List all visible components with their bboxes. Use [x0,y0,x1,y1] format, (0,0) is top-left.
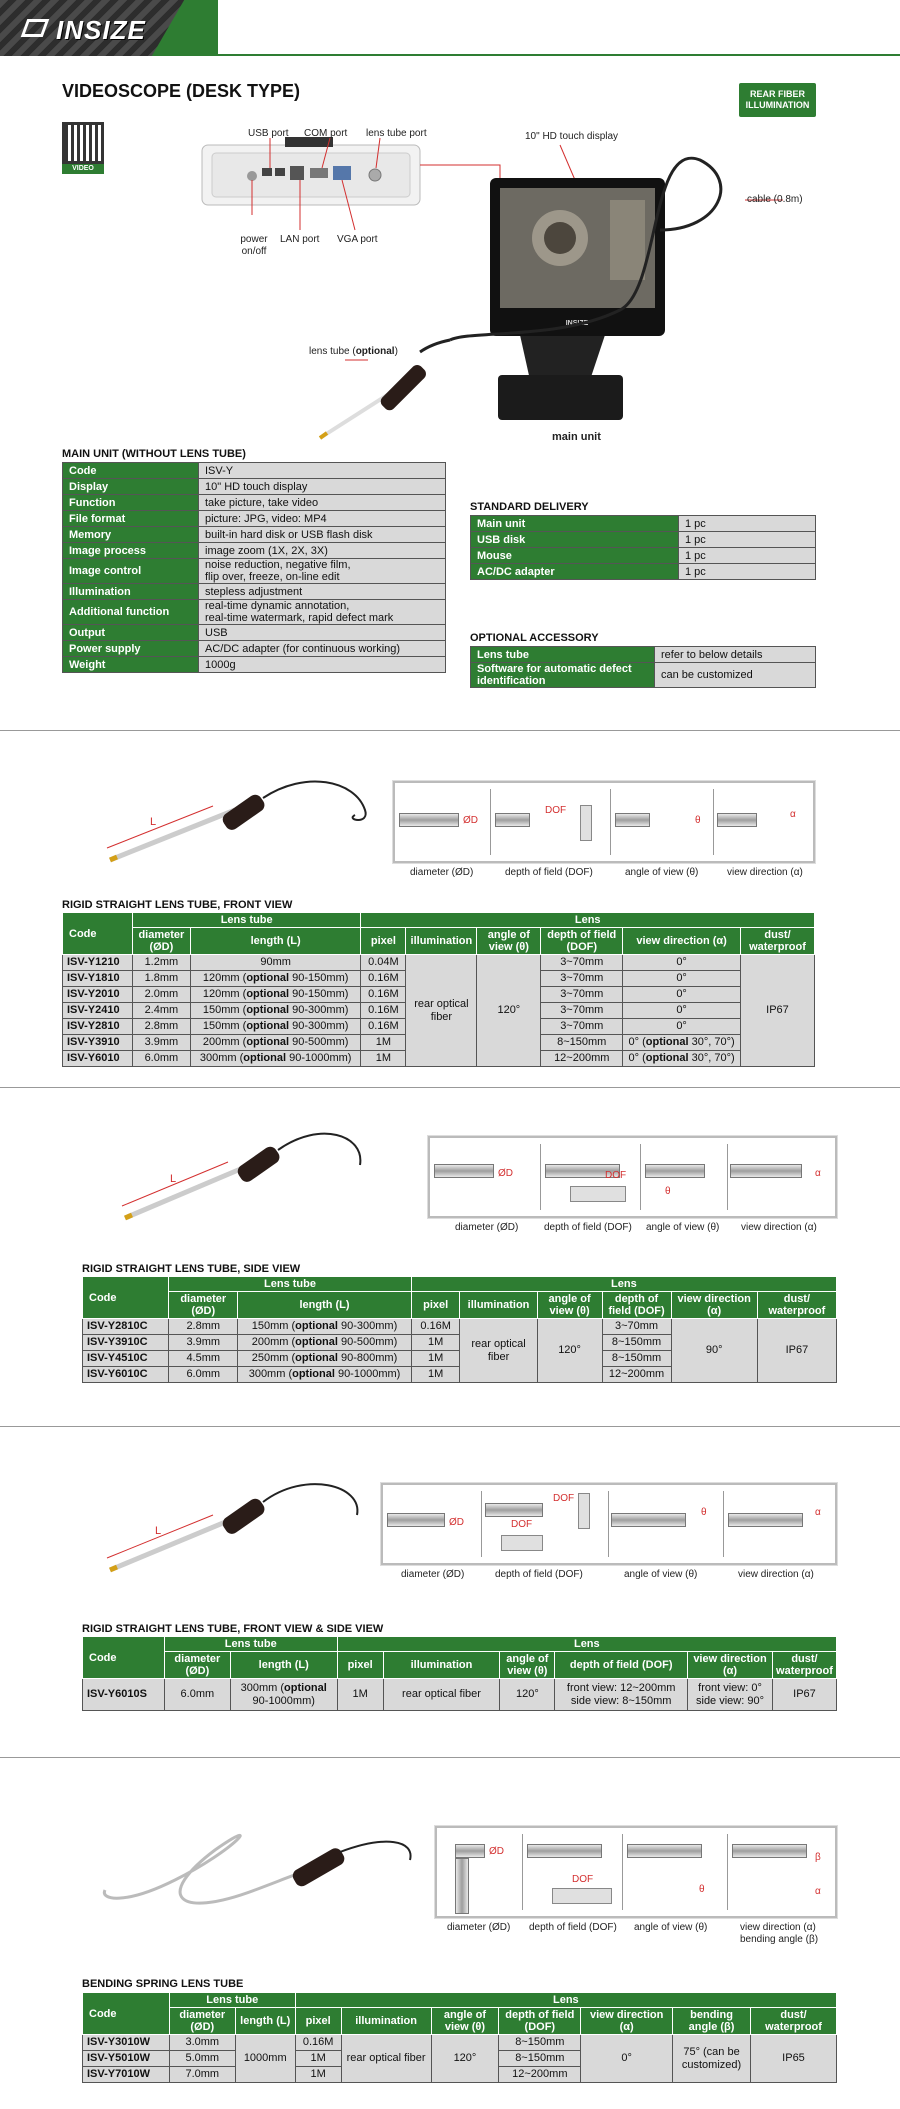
table-row [83,1679,837,1711]
table-cell: 1000g [199,657,446,673]
table-row [83,2035,837,2051]
table-cell: 10" HD touch display [199,479,446,495]
lens-tube-optional-label: lens tube (optional) [309,346,398,357]
table-row [63,559,446,584]
table-cell: Function [63,495,199,511]
table-row [63,527,446,543]
page-title: VIDEOSCOPE (DESK TYPE) [62,81,301,101]
table-cell: 150mm (optional 90-300mm) [190,1003,361,1019]
bending-table [82,1992,837,2083]
table-row [63,625,446,641]
monitor-logo: INSIZE [565,320,589,327]
col-illumination: illumination [460,1292,537,1319]
bending-tube-image [95,1810,425,1920]
table-cell: 0° [623,955,741,971]
col-diameter: diameter (ØD) [164,1652,230,1679]
table-cell: ISV-Y4510C [83,1351,169,1367]
table-cell: 8~150mm [499,2051,581,2067]
table-cell: 0.16M [361,971,406,987]
table-cell: 300mm (optional 90-1000mm) [230,1679,337,1711]
table-row [471,532,816,548]
table-row [63,641,446,657]
table-cell: ISV-Y3910 [63,1035,133,1051]
table-cell: Main unit [471,516,679,532]
table-cell: 0.16M [361,1003,406,1019]
length-symbol: L [155,1525,162,1537]
table-cell: 12~200mm [499,2067,581,2083]
diameter-caption: diameter (ØD) [447,1922,511,1933]
table-cell: 150mm (optional 90-300mm) [190,1019,361,1035]
table-cell: image zoom (1X, 2X, 3X) [199,543,446,559]
length-symbol: L [170,1173,177,1185]
col-length: length (L) [238,1292,412,1319]
main-unit-table [62,462,446,673]
table-cell: 6.0mm [132,1051,190,1067]
col-angle: angle of view (θ) [500,1652,555,1679]
table-cell: Code [63,463,199,479]
rear-panel-image [202,137,420,205]
lan-port-label: LAN port [280,234,320,245]
col-angle: angle of view (θ) [431,2008,499,2035]
dof-caption: depth of field (DOF) [544,1222,632,1233]
table-cell: 0° [581,2035,673,2083]
table-cell: ISV-Y6010 [63,1051,133,1067]
angle-caption: angle of view (θ) [625,867,699,878]
dof-caption: depth of field (DOF) [505,867,593,878]
od-symbol: ØD [463,815,478,826]
table-cell: refer to below details [655,647,816,663]
col-lens: Lens [337,1637,836,1652]
front-side-diagram-strip [381,1483,837,1565]
table-cell: rear optical fiber [460,1319,537,1383]
table-cell: ISV-Y2810C [83,1319,169,1335]
bending-title: BENDING SPRING LENS TUBE [82,1978,244,1990]
angle-caption: angle of view (θ) [646,1222,720,1233]
table-row [63,479,446,495]
col-lens-tube: Lens tube [132,913,361,928]
section-divider [0,730,900,731]
col-angle: angle of view (θ) [537,1292,602,1319]
col-direction: view direction (α) [688,1652,773,1679]
lens-tube-port-label: lens tube port [366,128,427,139]
table-row [63,600,446,625]
col-direction: view direction (α) [581,2008,673,2035]
brand-logo: INSIZE [56,15,146,45]
table-cell: ISV-Y [199,463,446,479]
alpha-symbol: α [815,1507,821,1518]
table-cell: 4.5mm [169,1351,238,1367]
table-row [63,495,446,511]
dof-symbol: DOF [553,1493,575,1504]
col-dof: depth of field (DOF) [541,928,623,955]
col-dof: depth of field (DOF) [602,1292,671,1319]
table-cell: 3~70mm [541,987,623,1003]
alpha-symbol: α [815,1886,821,1897]
table-cell: 0.04M [361,955,406,971]
direction-caption: view direction (α) [740,1922,816,1933]
table-cell: 3~70mm [541,955,623,971]
col-code: Code [83,1993,170,2035]
main-unit-label: main unit [552,431,601,443]
angle-caption: angle of view (θ) [624,1569,698,1580]
illumination-badge: REAR FIBER ILLUMINATION [739,83,816,117]
table-cell: 0.16M [411,1319,460,1335]
table-cell: Weight [63,657,199,673]
table-cell: 8~150mm [541,1035,623,1051]
table-cell: 300mm (optional 90-1000mm) [238,1367,412,1383]
table-cell: 3.9mm [132,1035,190,1051]
table-cell: 0° [623,1019,741,1035]
table-cell: 0° [623,987,741,1003]
table-cell: ISV-Y3010W [83,2035,170,2051]
table-cell: 2.8mm [169,1319,238,1335]
table-cell: 120° [431,2035,499,2083]
table-cell: rear optical fiber [383,1679,500,1711]
table-cell: 1 pc [679,532,816,548]
table-cell: 3.9mm [169,1335,238,1351]
table-row [63,955,815,971]
table-cell: 200mm (optional 90-500mm) [190,1035,361,1051]
section-divider [0,1087,900,1088]
table-cell: 120mm (optional 90-150mm) [190,987,361,1003]
theta-symbol: θ [701,1507,707,1518]
table-cell: ISV-Y1810 [63,971,133,987]
dof-symbol: DOF [511,1519,533,1530]
table-cell: 75° (can be customized) [673,2035,751,2083]
cable-label: cable (0.8m) [747,194,803,205]
side-view-title: RIGID STRAIGHT LENS TUBE, SIDE VIEW [82,1263,301,1275]
table-cell: real-time dynamic annotation, real-time watermark, rapid defect mark [199,600,446,625]
monitor-image [490,178,665,420]
table-cell: 1M [411,1367,460,1383]
table-cell: take picture, take video [199,495,446,511]
col-diameter: diameter (ØD) [132,928,190,955]
table-cell: 1M [361,1051,406,1067]
col-lens: Lens [411,1277,836,1292]
col-pixel: pixel [337,1652,383,1679]
table-cell: File format [63,511,199,527]
table-cell: Lens tube [471,647,655,663]
front-view-tube-image [95,770,375,870]
table-cell: 3.0mm [169,2035,235,2051]
table-row [83,1319,837,1335]
table-cell: 0.16M [361,1019,406,1035]
table-cell: ISV-Y7010W [83,2067,170,2083]
col-dust: dust/ waterproof [772,1652,836,1679]
table-cell: 90mm [190,955,361,971]
table-cell: 5.0mm [169,2051,235,2067]
table-cell: 1M [337,1679,383,1711]
table-cell: 120° [500,1679,555,1711]
table-row [63,543,446,559]
table-cell: IP65 [751,2035,837,2083]
header-bar [0,0,900,56]
col-lens-tube: Lens tube [169,1993,295,2008]
col-code: Code [83,1277,169,1319]
col-dust: dust/ waterproof [740,928,814,955]
table-cell: stepless adjustment [199,584,446,600]
table-cell: IP67 [772,1679,836,1711]
col-length: length (L) [235,2008,295,2035]
table-cell: built-in hard disk or USB flash disk [199,527,446,543]
table-cell: 2.4mm [132,1003,190,1019]
table-cell: 3~70mm [541,1003,623,1019]
table-cell: 0.16M [295,2035,341,2051]
col-angle: angle of view (θ) [477,928,541,955]
table-cell: 1M [295,2067,341,2083]
col-lens: Lens [295,1993,836,2008]
standard-delivery-table [470,515,816,580]
table-cell: 1M [411,1335,460,1351]
col-illumination: illumination [383,1652,500,1679]
standard-delivery-title: STANDARD DELIVERY [470,501,589,513]
table-cell: 0.16M [361,987,406,1003]
diameter-caption: diameter (ØD) [401,1569,465,1580]
table-row [63,657,446,673]
theta-symbol: θ [699,1884,705,1895]
table-cell: 8~150mm [602,1351,671,1367]
length-symbol: L [150,816,157,828]
col-diameter: diameter (ØD) [169,2008,235,2035]
alpha-symbol: α [790,809,796,820]
table-cell: Display [63,479,199,495]
table-cell: ISV-Y6010S [83,1679,165,1711]
dof-symbol: DOF [545,805,567,816]
table-cell: 1 pc [679,564,816,580]
col-dof: depth of field (DOF) [555,1652,688,1679]
front-view-diagram-strip [393,781,815,863]
front-side-tube-image [95,1470,375,1580]
table-cell: USB [199,625,446,641]
direction-caption: view direction (α) [738,1569,814,1580]
diameter-caption: diameter (ØD) [455,1222,519,1233]
table-row [63,584,446,600]
od-symbol: ØD [498,1168,513,1179]
table-cell: ISV-Y2010 [63,987,133,1003]
table-cell: can be customized [655,663,816,688]
col-bending: bending angle (β) [673,2008,751,2035]
col-length: length (L) [190,928,361,955]
optional-accessory-title: OPTIONAL ACCESSORY [470,632,599,644]
col-lens-tube: Lens tube [164,1637,337,1652]
table-cell: 1000mm [235,2035,295,2083]
table-cell: Power supply [63,641,199,657]
table-row [471,516,816,532]
col-lens: Lens [361,913,815,928]
table-cell: 200mm (optional 90-500mm) [238,1335,412,1351]
table-cell: Additional function [63,600,199,625]
product-illustration [0,120,900,450]
col-pixel: pixel [361,928,406,955]
table-cell: 250mm (optional 90-800mm) [238,1351,412,1367]
table-cell: 0° [623,971,741,987]
table-cell: 150mm (optional 90-300mm) [238,1319,412,1335]
table-cell: 6.0mm [164,1679,230,1711]
table-cell: ISV-Y6010C [83,1367,169,1383]
table-cell: picture: JPG, video: MP4 [199,511,446,527]
front-view-table [62,912,815,1067]
table-cell: 3~70mm [541,971,623,987]
col-illumination: illumination [406,928,477,955]
com-port-label: COM port [304,128,348,139]
table-cell: 8~150mm [602,1335,671,1351]
table-cell: front view: 0° side view: 90° [688,1679,773,1711]
col-diameter: diameter (ØD) [169,1292,238,1319]
table-cell: 120mm (optional 90-150mm) [190,971,361,987]
table-cell: rear optical fiber [406,955,477,1067]
table-cell: 120° [537,1319,602,1383]
table-row [63,511,446,527]
main-unit-title: MAIN UNIT (WITHOUT LENS TUBE) [62,448,246,460]
table-cell: USB disk [471,532,679,548]
table-cell: 1M [295,2051,341,2067]
usb-port-label: USB port [248,128,289,139]
table-cell: 1 pc [679,516,816,532]
theta-symbol: θ [665,1186,671,1197]
table-cell: Software for automatic defect identification [471,663,655,688]
side-view-diagram-strip [428,1136,837,1218]
table-row [63,463,446,479]
table-cell: ISV-Y1210 [63,955,133,971]
col-length: length (L) [230,1652,337,1679]
table-cell: 1 pc [679,548,816,564]
col-lens-tube: Lens tube [169,1277,412,1292]
table-cell: AC/DC adapter [471,564,679,580]
col-illumination: illumination [341,2008,431,2035]
col-direction: view direction (α) [671,1292,757,1319]
table-cell: IP67 [757,1319,836,1383]
qr-video-label: VIDEO [62,164,104,174]
od-symbol: ØD [489,1846,504,1857]
table-cell: 2.0mm [132,987,190,1003]
direction-caption: view direction (α) [741,1222,817,1233]
vga-port-label: VGA port [337,234,378,245]
table-cell: front view: 12~200mm side view: 8~150mm [555,1679,688,1711]
table-cell: ISV-Y5010W [83,2051,170,2067]
table-cell: rear optical fiber [341,2035,431,2083]
table-cell: 300mm (optional 90-1000mm) [190,1051,361,1067]
col-dust: dust/ waterproof [757,1292,836,1319]
table-cell: IP67 [740,955,814,1067]
col-pixel: pixel [295,2008,341,2035]
dof-caption: depth of field (DOF) [529,1922,617,1933]
table-cell: 1M [361,1035,406,1051]
table-cell: noise reduction, negative film, flip over, freeze, on-line edit [199,559,446,584]
dof-symbol: DOF [572,1874,594,1885]
table-cell: 3~70mm [541,1019,623,1035]
table-cell: 0° (optional 30°, 70°) [623,1035,741,1051]
table-row [471,647,816,663]
dof-symbol: DOF [605,1170,627,1181]
col-dust: dust/ waterproof [751,2008,837,2035]
table-cell: 3~70mm [602,1319,671,1335]
table-cell: 1.8mm [132,971,190,987]
col-direction: view direction (α) [623,928,741,955]
table-cell: 90° [671,1319,757,1383]
power-label: power on/off [240,234,268,257]
table-cell: Illumination [63,584,199,600]
direction-caption: view direction (α) [727,867,803,878]
table-cell: AC/DC adapter (for continuous working) [199,641,446,657]
section-divider [0,1426,900,1427]
table-cell: 0° [623,1003,741,1019]
col-dof: depth of field (DOF) [499,2008,581,2035]
diameter-caption: diameter (ØD) [410,867,474,878]
alpha-symbol: α [815,1168,821,1179]
display-label: 10" HD touch display [525,131,619,142]
front-side-title: RIGID STRAIGHT LENS TUBE, FRONT VIEW & SIDE VIEW [82,1623,384,1635]
side-view-table [82,1276,837,1383]
dof-caption: depth of field (DOF) [495,1569,583,1580]
front-side-table [82,1636,837,1711]
side-view-tube-image [110,1120,370,1230]
table-cell: 1.2mm [132,955,190,971]
angle-caption: angle of view (θ) [634,1922,708,1933]
col-pixel: pixel [411,1292,460,1319]
table-cell: ISV-Y2810 [63,1019,133,1035]
theta-symbol: θ [695,815,701,826]
table-cell: Image control [63,559,199,584]
table-cell: ISV-Y3910C [83,1335,169,1351]
table-row [471,548,816,564]
table-cell: 2.8mm [132,1019,190,1035]
table-row [471,663,816,688]
table-cell: 7.0mm [169,2067,235,2083]
table-cell: ISV-Y2410 [63,1003,133,1019]
table-cell: Mouse [471,548,679,564]
bending-diagram-strip [435,1826,837,1918]
col-code: Code [83,1637,165,1679]
table-cell: 0° (optional 30°, 70°) [623,1051,741,1067]
optional-accessory-table [470,646,816,688]
table-cell: 6.0mm [169,1367,238,1383]
front-view-title: RIGID STRAIGHT LENS TUBE, FRONT VIEW [62,899,293,911]
table-cell: 12~200mm [602,1367,671,1383]
table-cell: Output [63,625,199,641]
table-row [471,564,816,580]
beta-symbol: β [815,1852,821,1863]
table-cell: Memory [63,527,199,543]
section-divider [0,1757,900,1758]
table-cell: 12~200mm [541,1051,623,1067]
table-cell: Image process [63,543,199,559]
col-code: Code [63,913,133,955]
table-cell: 120° [477,955,541,1067]
table-cell: 8~150mm [499,2035,581,2051]
table-cell: 1M [411,1351,460,1367]
od-symbol: ØD [449,1517,464,1528]
bending-caption: bending angle (β) [740,1934,819,1945]
